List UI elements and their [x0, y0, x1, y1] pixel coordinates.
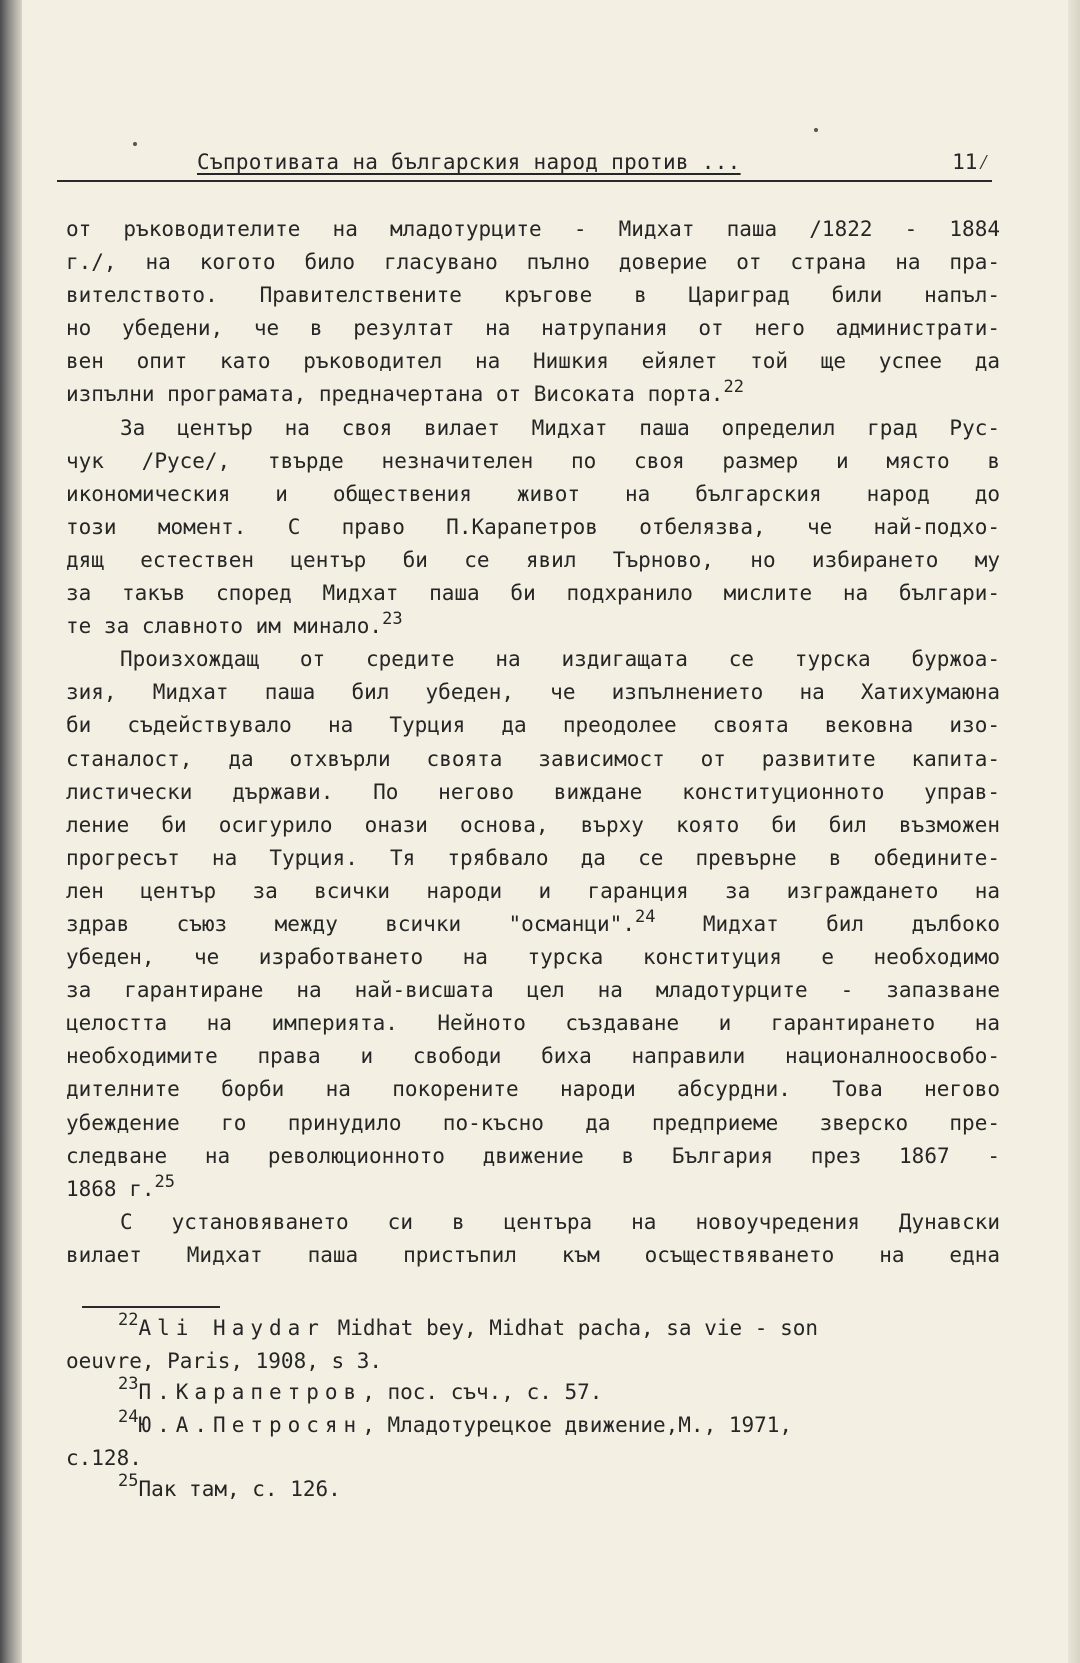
- text-line: дителните борби на покорените народи абсурдни. Това негово: [66, 1077, 1000, 1102]
- footnote-number: 22: [118, 1310, 139, 1330]
- text-line: листически държави. По негово виждане конституционното управ-: [66, 779, 1000, 804]
- footnotes: [66, 1310, 986, 1507]
- footnote-ref: 24: [634, 906, 656, 927]
- text-line: необходимите права и свободи биха направили националноосвобо-: [66, 1044, 1000, 1069]
- page-number: 11⁄: [952, 150, 990, 174]
- text-line: прогресът на Турция. Тя трябвало да се превърне в обедините-: [66, 845, 1000, 870]
- footnote-divider: [82, 1306, 220, 1308]
- text-line: зия, Мидхат паша бил убеден, че изпълнението на Хатихумаюна: [66, 680, 1000, 705]
- text-line: ление би осигурило онази основа, върху която би бил възможен: [66, 812, 1000, 837]
- footnote-continuation: oeuvre, Paris, 1908, s 3.: [66, 1349, 383, 1373]
- page-edge: [1068, 0, 1080, 1663]
- footnote-continuation: с.128.: [66, 1446, 142, 1470]
- text-line: За център на своя вилает Мидхат паша определил град Рус-: [120, 415, 1000, 440]
- text-line: дящ естествен център би се явил Търново, но избирането му: [66, 547, 1000, 572]
- footnote-number: 25: [118, 1471, 139, 1491]
- text-line: убеждение го принудило по-късно да предприеме зверско пре-: [66, 1110, 1000, 1135]
- text-line: С установяването си в центъра на новоучредения Дунавски: [120, 1209, 1000, 1234]
- body-text: [66, 213, 1000, 1272]
- running-header-title: Съпротивата на българския народ против ...: [197, 150, 741, 174]
- text-line: икономическия и обществения живот на българския народ до: [66, 481, 1000, 506]
- text-line: вилает Мидхат паша пристъпил към осъществяването на една: [66, 1242, 1000, 1267]
- text-line: изпълни програмата, предначертана от Високата порта.$^{22}$: [66, 377, 744, 407]
- footnote-ref: 22: [723, 377, 744, 398]
- book-spine-shadow: [0, 0, 22, 1663]
- text-line: здрав съюз между всички "османци".$^{24}$ Мидхат бил дълбоко: [66, 906, 1000, 936]
- text-line: от ръководителите на младотурците - Мидхат паша /1822 - 1884: [66, 217, 1000, 241]
- text-line: вен опит като ръководител на Нишкия ейялет той ще успее да: [66, 349, 1000, 374]
- text-line: но убедени, че в резултат на натрупания от него администрати-: [66, 316, 1000, 341]
- footnote-25: $^{25}$Пак там, с. 126.: [118, 1471, 341, 1501]
- text-line: би съдействувало на Турция да преодолее своята вековна изо-: [66, 713, 1000, 738]
- footnote-number: 23: [118, 1374, 139, 1394]
- footnote-ref: 25: [154, 1171, 175, 1192]
- text-line: за гарантиране на най-висшата цел на младотурците - запазване: [66, 978, 1000, 1003]
- text-line: 1868 г.$^{25}$: [66, 1171, 175, 1201]
- footnote-23: $^{23}$П.Карапетров, пос. съч., с. 57.: [118, 1374, 603, 1404]
- footnote-24: $^{24}$Ю.А.Петросян, Младотурецкое движение,М., 1971,: [118, 1407, 793, 1437]
- text-line: лен център за всички народи и гаранция за изграждането на: [66, 878, 1000, 903]
- footnote-author: Ю.А.Петросян: [138, 1413, 363, 1437]
- footnote-author: П.Карапетров: [138, 1380, 363, 1404]
- text-line: убеден, че изработването на турска конституция е необходимо: [66, 945, 1000, 970]
- speck: [133, 142, 137, 146]
- footnote-ref: 23: [382, 609, 403, 630]
- text-line: чук /Русе/, твърде незначителен по своя размер и място в: [66, 448, 1000, 473]
- text-line: те за славното им минало.$^{23}$: [66, 609, 403, 639]
- running-header: [57, 148, 992, 182]
- text-line: г./, на когото било гласувано пълно доверие от страна на пра-: [66, 250, 1000, 275]
- text-line: станалост, да отхвърли своята зависимост от развитите капита-: [66, 746, 1000, 771]
- footnote-author: Ali Haydar: [138, 1316, 325, 1340]
- text-line: вителството. Правителствените кръгове в Цариград били напъл-: [66, 283, 1000, 308]
- text-line: целостта на империята. Нейното създаване и гарантирането на: [66, 1011, 1000, 1036]
- speck: [814, 128, 818, 132]
- footnote-number: 24: [118, 1407, 139, 1427]
- text-line: този момент. С право П.Карапетров отбелязва, че най-подхо-: [66, 514, 1000, 539]
- text-line: Произхождащ от средите на издигащата се турска буржоа-: [120, 647, 1000, 672]
- footnote-22: $^{22}$Ali Haydar Midhat bey, Midhat pacha, sa vie - son: [118, 1310, 819, 1340]
- text-line: следване на революционното движение в България през 1867 -: [66, 1143, 1000, 1168]
- text-line: за такъв според Мидхат паша би подхранило мислите на българи-: [66, 581, 1000, 606]
